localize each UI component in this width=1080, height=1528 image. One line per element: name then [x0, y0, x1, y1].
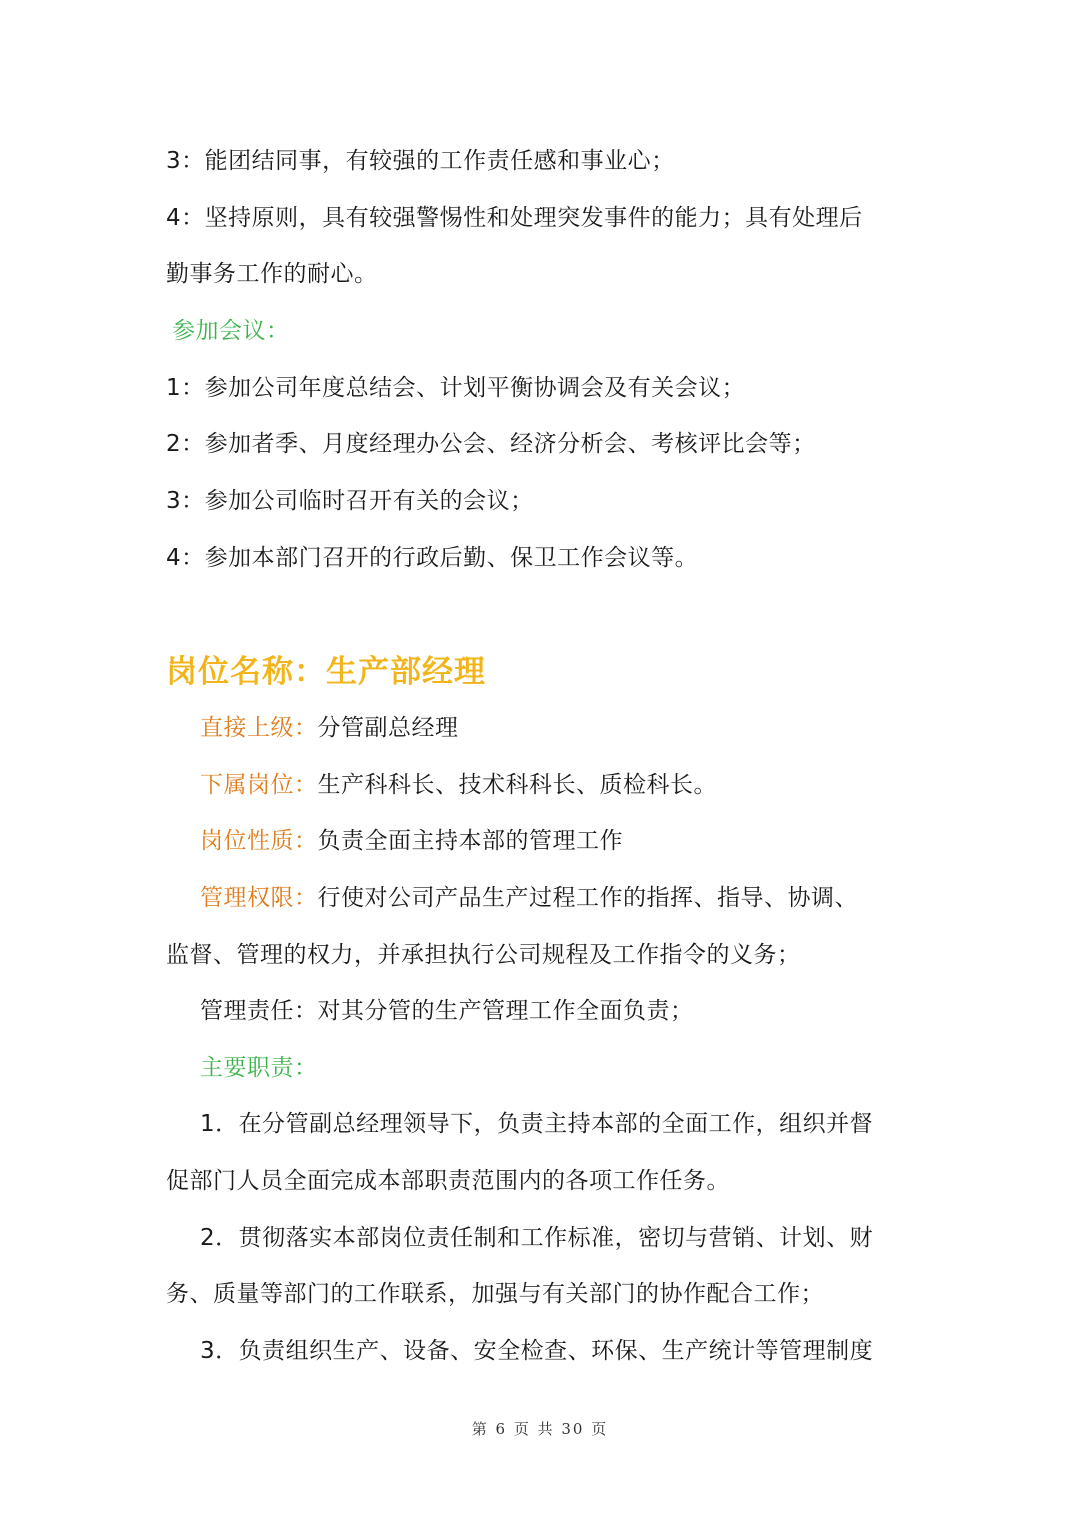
- meeting-item-3: 3：参加公司临时召开有关的会议；: [166, 488, 534, 514]
- nature-label: 岗位性质：: [200, 828, 318, 854]
- requirement-4: 4：坚持原则，具有较强警惕性和处理突发事件的能力；具有处理后: [166, 205, 863, 231]
- meeting-item-2: 2：参加者季、月度经理办公会、经济分析会、考核评比会等；: [166, 431, 816, 457]
- superior-label: 直接上级：: [200, 715, 318, 741]
- position-title: 岗位名称：生产部经理: [166, 654, 486, 690]
- superior-value: 分管副总经理: [317, 715, 459, 741]
- meeting-item-1: 1：参加公司年度总结会、计划平衡协调会及有关会议；: [166, 375, 746, 401]
- responsibility-row: 管理责任：对其分管的生产管理工作全面负责；: [200, 998, 694, 1024]
- authority-label: 管理权限：: [200, 885, 318, 911]
- nature-value: 负责全面主持本部的管理工作: [317, 828, 623, 854]
- duty-3: 3．负责组织生产、设备、安全检查、环保、生产统计等管理制度: [200, 1338, 874, 1364]
- requirement-3: 3：能团结同事，有较强的工作责任感和事业心；: [166, 148, 675, 174]
- duty-2-cont: 务、质量等部门的工作联系，加强与有关部门的协作配合工作；: [166, 1281, 824, 1307]
- nature-row: [200, 826, 623, 856]
- subordinate-label: 下属岗位：: [200, 772, 318, 798]
- authority-cont: 监督、管理的权力，并承担执行公司规程及工作指令的义务；: [166, 942, 801, 968]
- duty-1: 1．在分管副总经理领导下，负责主持本部的全面工作，组织并督: [200, 1111, 874, 1137]
- duty-1-cont: 促部门人员全面完成本部职责范围内的各项工作任务。: [166, 1168, 730, 1194]
- meeting-heading: 参加会议：: [172, 318, 290, 344]
- superior-row: [200, 713, 459, 743]
- requirement-4-cont: 勤事务工作的耐心。: [166, 261, 378, 287]
- subordinate-value: 生产科科长、技术科科长、质检科长。: [317, 772, 717, 798]
- duty-2: 2．贯彻落实本部岗位责任制和工作标准，密切与营销、计划、财: [200, 1225, 874, 1251]
- authority-row: [200, 883, 858, 913]
- page-footer: 第 6 页 共 30 页: [471, 1420, 609, 1438]
- meeting-item-4: 4：参加本部门召开的行政后勤、保卫工作会议等。: [166, 545, 699, 571]
- authority-value: 行使对公司产品生产过程工作的指挥、指导、协调、: [317, 885, 858, 911]
- duties-heading: 主要职责：: [200, 1055, 318, 1081]
- subordinate-row: [200, 770, 717, 800]
